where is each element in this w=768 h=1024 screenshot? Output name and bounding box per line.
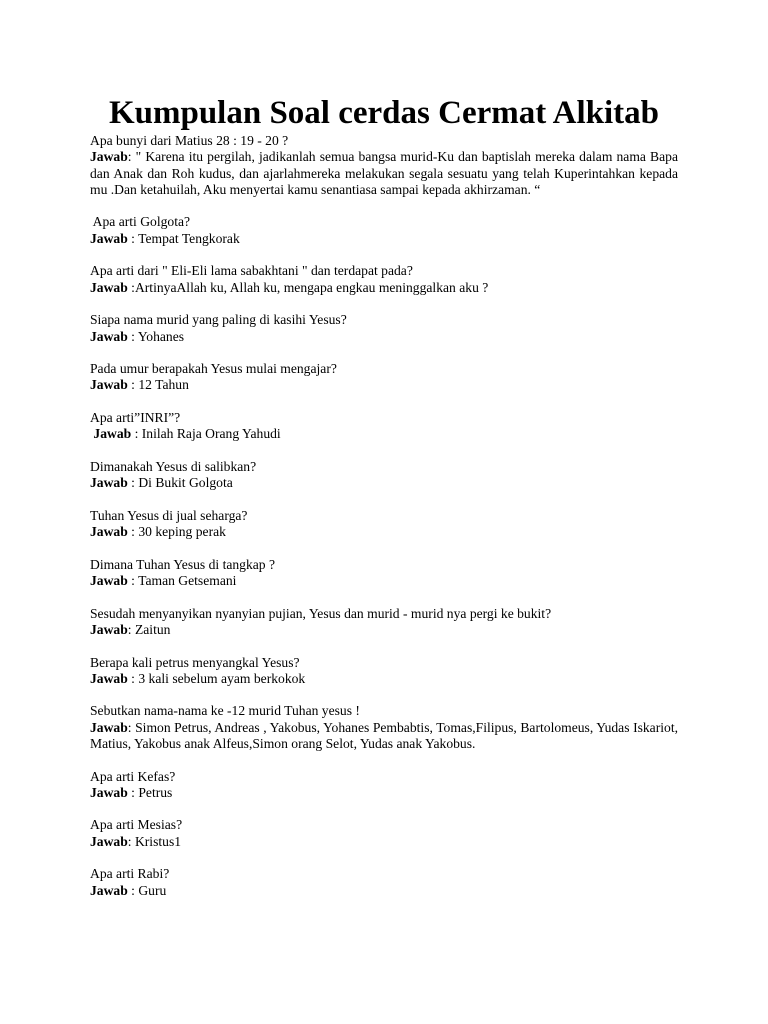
answer-line: [90, 573, 678, 589]
question-text: Siapa nama murid yang paling di kasihi Yesus?: [90, 312, 347, 328]
question-text: Pada umur berapakah Yesus mulai mengajar?: [90, 361, 337, 377]
qa-item: [90, 508, 678, 541]
answer-label: Jawab: [90, 833, 128, 849]
answer-text: : Di Bukit Golgota: [127, 475, 233, 491]
answer-label: Jawab: [90, 230, 128, 246]
answer-label: Jawab: [90, 882, 128, 898]
qa-item: [90, 133, 682, 198]
answer-line: [90, 475, 678, 491]
answer-label: Jawab: [90, 328, 128, 344]
answer-text: : 3 kali sebelum ayam berkokok: [127, 670, 306, 686]
question-text: Dimana Tuhan Yesus di tangkap ?: [90, 556, 276, 572]
document-page: [90, 93, 682, 915]
question-text: Sesudah menyanyikan nyanyian pujian, Yesus dan murid - murid nya pergi ke bukit?: [90, 605, 552, 621]
answer-text: : 30 keping perak: [127, 524, 226, 540]
answer-line: [90, 719, 682, 753]
answer-label: Jawab: [90, 719, 128, 735]
answer-line: [90, 524, 678, 540]
answer-text: : Petrus: [127, 784, 173, 800]
answer-line: [90, 149, 682, 198]
answer-line: [90, 329, 678, 345]
question-text: Apa bunyi dari Matius 28 : 19 - 20 ?: [90, 133, 289, 148]
answer-text: : Kristus1: [127, 833, 182, 849]
question-text: Apa arti Kefas?: [90, 768, 176, 784]
answer-line: [90, 280, 678, 296]
answer-line: [90, 377, 678, 393]
answer-label: Jawab: [90, 149, 128, 165]
qa-item: [90, 214, 678, 247]
answer-label: Jawab: [90, 279, 128, 295]
answer-label: Jawab: [90, 426, 132, 442]
answer-text: : Taman Getsemani: [127, 573, 237, 589]
question-text: Apa arti Mesias?: [90, 817, 183, 833]
qa-item: [90, 361, 678, 394]
qa-item: [90, 866, 678, 899]
qa-item: [90, 817, 678, 850]
answer-text: : Inilah Raja Orang Yahudi: [131, 426, 281, 442]
answer-label: Jawab: [90, 573, 128, 589]
qa-item: [90, 769, 678, 802]
answer-text: : Yohanes: [127, 328, 185, 344]
qa-list: [90, 133, 682, 899]
question-text: Apa arti”INRI”?: [90, 410, 181, 426]
answer-line: [90, 883, 678, 899]
answer-line: [90, 622, 678, 638]
qa-item: [90, 410, 678, 443]
question-text: Apa arti Golgota?: [90, 214, 191, 230]
qa-item: [90, 557, 678, 590]
question-text: Berapa kali petrus menyangkal Yesus?: [90, 654, 300, 670]
answer-label: Jawab: [90, 621, 128, 637]
answer-line: [90, 671, 678, 687]
question-text: Apa arti Rabi?: [90, 866, 170, 882]
answer-line: [90, 231, 678, 247]
qa-item: [90, 703, 682, 752]
qa-item: [90, 263, 678, 296]
answer-label: Jawab: [90, 784, 128, 800]
question-text: Tuhan Yesus di jual seharga?: [90, 507, 248, 523]
qa-item: [90, 459, 678, 492]
qa-item: [90, 606, 678, 639]
qa-item: [90, 655, 678, 688]
document-title: Kumpulan Soal cerdas Cermat Alkitab: [108, 95, 660, 131]
answer-line: [90, 834, 678, 850]
answer-line: [90, 785, 678, 801]
answer-text: : Guru: [127, 882, 167, 898]
answer-label: Jawab: [90, 670, 128, 686]
answer-label: Jawab: [90, 377, 128, 393]
answer-text: :ArtinyaAllah ku, Allah ku, mengapa engkau meninggalkan aku ?: [127, 279, 489, 295]
question-text: Dimanakah Yesus di salibkan?: [90, 458, 257, 474]
answer-label: Jawab: [90, 524, 128, 540]
answer-text: : Tempat Tengkorak: [127, 230, 240, 246]
answer-text: : " Karena itu pergilah, jadikanlah semua bangsa murid-Ku dan baptislah mereka dalam nama Bapa dan Anak dan Roh kudus, dan ajarlahmereka melakukan segala sesuatu yang telah Kuperintahkan kepada mu .Dan ketahuilah, Aku menyertai kamu senantiasa sampai kepada akhirzaman. “: [90, 149, 682, 197]
qa-item: [90, 312, 678, 345]
answer-text: : Zaitun: [127, 621, 171, 637]
answer-text: : Simon Petrus, Andreas , Yakobus, Yohanes Pembabtis, Tomas,Filipus, Bartolomeus, Yudas Iskariot, Matius, Yakobus anak Alfeus,Simon orang Selot, Yudas anak Yakobus.: [90, 719, 682, 751]
answer-label: Jawab: [90, 475, 128, 491]
answer-text: : 12 Tahun: [127, 377, 189, 393]
question-text: Sebutkan nama-nama ke -12 murid Tuhan yesus !: [90, 703, 360, 719]
question-text: Apa arti dari " Eli-Eli lama sabakhtani " dan terdapat pada?: [90, 263, 413, 279]
answer-line: [90, 426, 678, 442]
